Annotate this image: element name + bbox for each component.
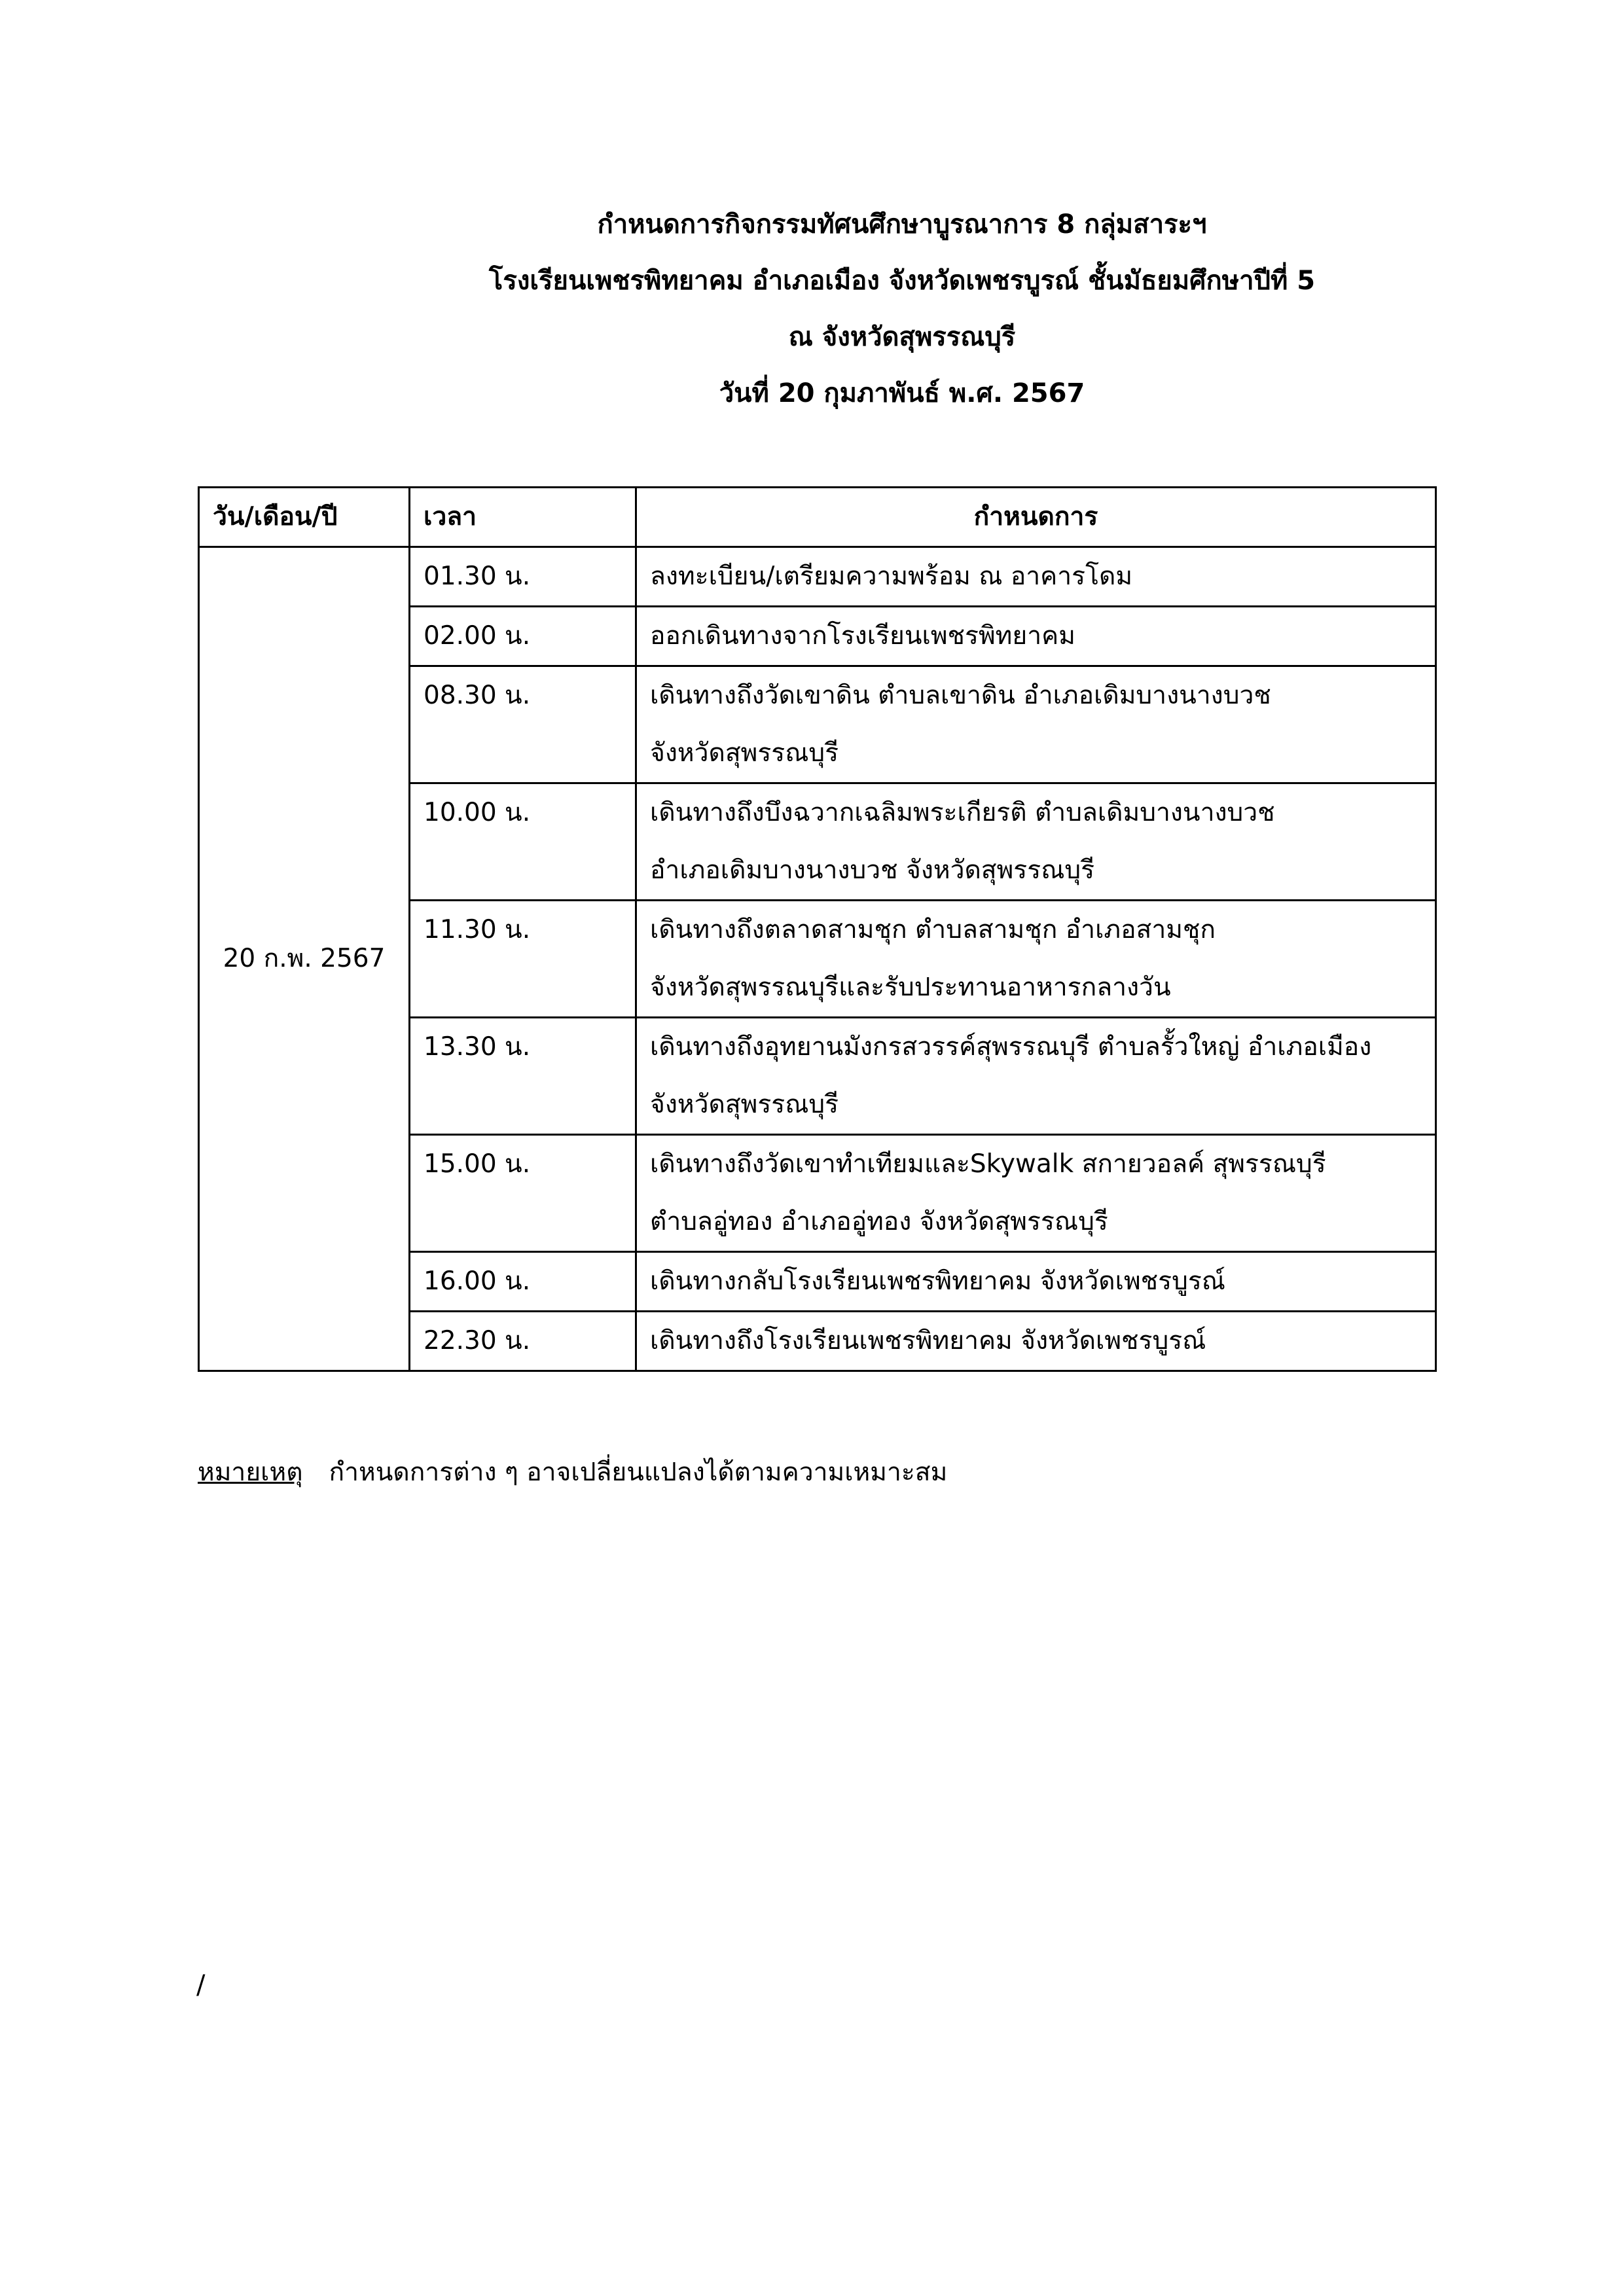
activity-cell: [636, 1312, 1436, 1371]
table-header-row: [199, 488, 1436, 547]
activity-line: จังหวัดสุพรรณบุรี: [650, 738, 839, 768]
time-cell: 11.30 น.: [410, 901, 636, 1018]
header-schedule: กำหนดการ: [636, 488, 1436, 547]
note-label: หมายเหตุ: [198, 1458, 303, 1487]
time-cell: 13.30 น.: [410, 1018, 636, 1135]
time-cell: 08.30 น.: [410, 666, 636, 783]
activity-line: จังหวัดสุพรรณบุรีและรับประทานอาหารกลางวัน: [650, 973, 1171, 1002]
activity-line: เดินทางถึงอุทยานมังกรสวรรค์สุพรรณบุรี ตำบลรั้วใหญ่ อำเภอเมือง: [650, 1032, 1372, 1062]
activity-cell: [636, 607, 1436, 666]
activity-cell: [636, 1252, 1436, 1312]
title-line-2: โรงเรียนเพชรพิทยาคม อำเภอเมือง จังหวัดเพชรบูรณ์ ชั้นมัธยมศึกษาปีที่ 5: [488, 266, 1316, 296]
time-cell: 22.30 น.: [410, 1312, 636, 1371]
activity-cell: [636, 1018, 1436, 1135]
activity-line: ตำบลอู่ทอง อำเภออู่ทอง จังหวัดสุพรรณบุรี: [650, 1207, 1108, 1236]
activity-cell: [636, 666, 1436, 783]
title-line-4: วันที่ 20 กุมภาพันธ์ พ.ศ. 2567: [719, 378, 1085, 408]
note-text: กำหนดการต่าง ๆ อาจเปลี่ยนแปลงได้ตามความเหมาะสม: [329, 1458, 948, 1487]
time-cell: 01.30 น.: [410, 547, 636, 607]
activity-line: จังหวัดสุพรรณบุรี: [650, 1090, 839, 1119]
footer-mark: /: [196, 1970, 206, 2000]
header-time: เวลา: [410, 488, 636, 547]
activity-line: อำเภอเดิมบางนางบวช จังหวัดสุพรรณบุรี: [650, 855, 1095, 885]
activity-line: เดินทางถึงโรงเรียนเพชรพิทยาคม จังหวัดเพชรบูรณ์: [650, 1326, 1206, 1355]
activity-cell: [636, 783, 1436, 901]
date-cell: 20 ก.พ. 2567: [199, 547, 410, 1371]
activity-line: ออกเดินทางจากโรงเรียนเพชรพิทยาคม: [650, 621, 1075, 651]
note: [198, 1453, 947, 1492]
title-line-3: ณ จังหวัดสุพรรณบุรี: [788, 322, 1016, 352]
activity-line: เดินทางถึงตลาดสามชุก ตำบลสามชุก อำเภอสามชุก: [650, 915, 1216, 944]
time-cell: 02.00 น.: [410, 607, 636, 666]
activity-line: เดินทางถึงบึงฉวากเฉลิมพระเกียรติ ตำบลเดิมบางนางบวช: [650, 798, 1275, 827]
time-cell: 15.00 น.: [410, 1135, 636, 1252]
schedule-table: [198, 486, 1437, 1372]
document-title: [0, 196, 1624, 422]
activity-line: เดินทางกลับโรงเรียนเพชรพิทยาคม จังหวัดเพชรบูรณ์: [650, 1266, 1225, 1296]
header-date: วัน/เดือน/ปี: [199, 488, 410, 547]
time-cell: 16.00 น.: [410, 1252, 636, 1312]
activity-cell: [636, 901, 1436, 1018]
activity-line: เดินทางถึงวัดเขาทำเทียมและSkywalk สกายวอลค์ สุพรรณบุรี: [650, 1149, 1326, 1179]
time-cell: 10.00 น.: [410, 783, 636, 901]
activity-line: เดินทางถึงวัดเขาดิน ตำบลเขาดิน อำเภอเดิมบางนางบวช: [650, 681, 1271, 710]
activity-cell: [636, 1135, 1436, 1252]
title-line-1: กำหนดการกิจกรรมทัศนศึกษาบูรณาการ 8 กลุ่มสาระฯ: [597, 209, 1207, 240]
activity-cell: [636, 547, 1436, 607]
table-row: [199, 547, 1436, 607]
activity-line: ลงทะเบียน/เตรียมความพร้อม ณ อาคารโดม: [650, 562, 1133, 591]
